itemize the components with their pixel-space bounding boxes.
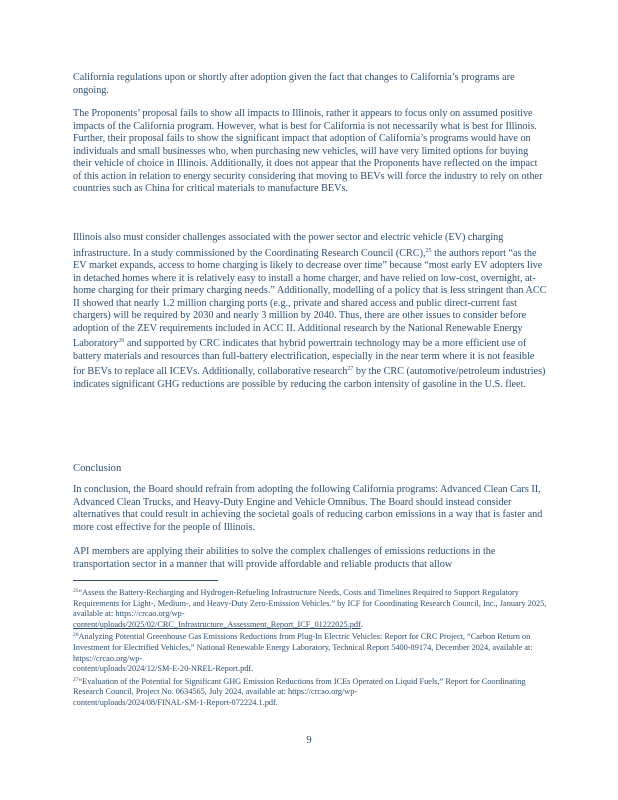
paragraph-ev-text-a: Illinois also must consider challenges associated with the power sector and electric vehicle (EV) charging infrastructure. In a study commissioned by the Coordinating Research Council (CRC),	[73, 232, 504, 259]
section-heading-conclusion: Conclusion	[73, 463, 122, 474]
paragraph-ev-infrastructure	[73, 232, 547, 392]
footnote-ref-25[interactable]: 25	[425, 247, 432, 254]
footnote-tail: .	[360, 619, 363, 629]
footnote-number: 25	[73, 588, 79, 594]
paragraph-continuation: California regulations upon or shortly after adoption given the fact that changes to California’s programs are ongoing.	[73, 72, 515, 96]
footnotes	[73, 586, 547, 709]
footnote-ref-27[interactable]: 27	[347, 366, 354, 373]
page-number: 9	[306, 735, 312, 746]
footnote-number: 26	[73, 632, 79, 639]
footnote-separator	[73, 580, 218, 581]
footnote-text: Analyzing Potential Greenhouse Gas Emissions Reductions from Plug-In Electric Vehicles: Report for CRC Project, “Carbon Return on Investment for Electrified Vehicles,” National Renewable Energy Laboratory, Technical Report 5400-89174, December 2024, available at: https://crcao.org/wp-	[73, 632, 533, 663]
footnote-tail: .	[251, 664, 254, 674]
footnote-link[interactable]: content/uploads/2024/08/FINAL-SM-1-Report-072224.1.pdf	[73, 697, 276, 707]
footnote-25	[73, 586, 547, 630]
paragraph-ev-text-d: by the CRC (automotive/petroleum industries) indicates significant GHG reductions are possible by reducing the carbon intensity of gasoline in the U.S. fleet.	[73, 366, 546, 391]
paragraph-conclusion: In conclusion, the Board should refrain from adopting the following California programs: Advanced Clean Cars II, Advanced Clean Trucks, and Heavy-Duty Engine and Vehicle Omnibus. The Board should instead consider alternatives that could result in achieving the societal goals of reducing carbon emissions in a way that is faster and more cost effective for the people of Illinois.	[73, 484, 543, 533]
footnote-text: “Assess the Battery-Recharging and Hydrogen-Refueling Infrastructure Needs, Costs and Timelines Required to Support Regulatory Requirements for Light-, Medium-, and Heavy-Duty Zero-Emission Vehicles.” by ICF for Coordinating Research Council, Inc., January 2025, available at: https://crcao.org/wp-	[73, 588, 547, 619]
footnote-ref-26[interactable]: 26	[118, 338, 125, 345]
footnote-27	[73, 675, 547, 709]
paragraph-api-members: API members are applying their abilities to solve the complex challenges of emissions reductions in the transportation sector in a manner that will provide affordable and reliable products that allow	[73, 546, 496, 570]
paragraph-ev-text-b: the authors report “as the EV market expands, access to home charging is likely to decrease over time” because “most early EV adopters live in detached homes where it is relatively easy to install a home charger, and have relied on low-cost, overnight, at-home charging for their primary charging needs.” Additionally, modelling of a policy that is less stringent than ACC II showed that nearly 1.2 million charging ports (e.g., private and shared access and public direct-current fast chargers) will be required by 2030 and nearly 3 million by 2040. Thus, there are other issues to consider before adoption of the ZEV requirements included in ACC II. Additional research by the National Renewable Energy Laboratory	[73, 247, 547, 350]
footnote-tail: .	[275, 697, 278, 707]
paragraph-proponents-impacts: The Proponents’ proposal fails to show all impacts to Illinois, rather it appears to focus only on assumed positive impacts of the California program. However, what is best for California is not necessarily what is best for Illinois. Further, their proposal fails to show the significant impact that adoption of California’s programs would have on individuals and small businesses who, when purchasing new vehicles, will have very limited options for buying their vehicle of choice in Illinois. Additionally, it does not appear that the Proponents have reflected on the impact of this action in relation to energy security considering that moving to BEVs will force the industry to rely on other countries such as China for critical materials to manufacture BEVs.	[73, 108, 543, 195]
footnote-text: “Evaluation of the Potential for Significant GHG Emission Reductions from ICEs Operated on Liquid Fuels,” Report for Coordinating Research Council, Project No. 0634565, July 2024, available at: https://crcao.org/wp-	[73, 676, 526, 697]
footnote-link[interactable]: content/uploads/2025/02/CRC_Infrastructure_Assessment_Report_ICF_01222025.pdf	[73, 619, 361, 629]
footnote-26	[73, 630, 547, 674]
paragraph-ev-text-c: and supported by CRC indicates that hybrid powertrain technology may be a more efficient use of battery materials and resources than full-battery electrification, especially in the near term where it is not feasible for BEVs to replace all ICEVs. Additionally, collaborative research	[73, 338, 535, 378]
footnote-link[interactable]: content/uploads/2024/12/SM-E-20-NREL-Report.pdf	[73, 664, 252, 674]
footnote-number: 27	[73, 676, 79, 683]
